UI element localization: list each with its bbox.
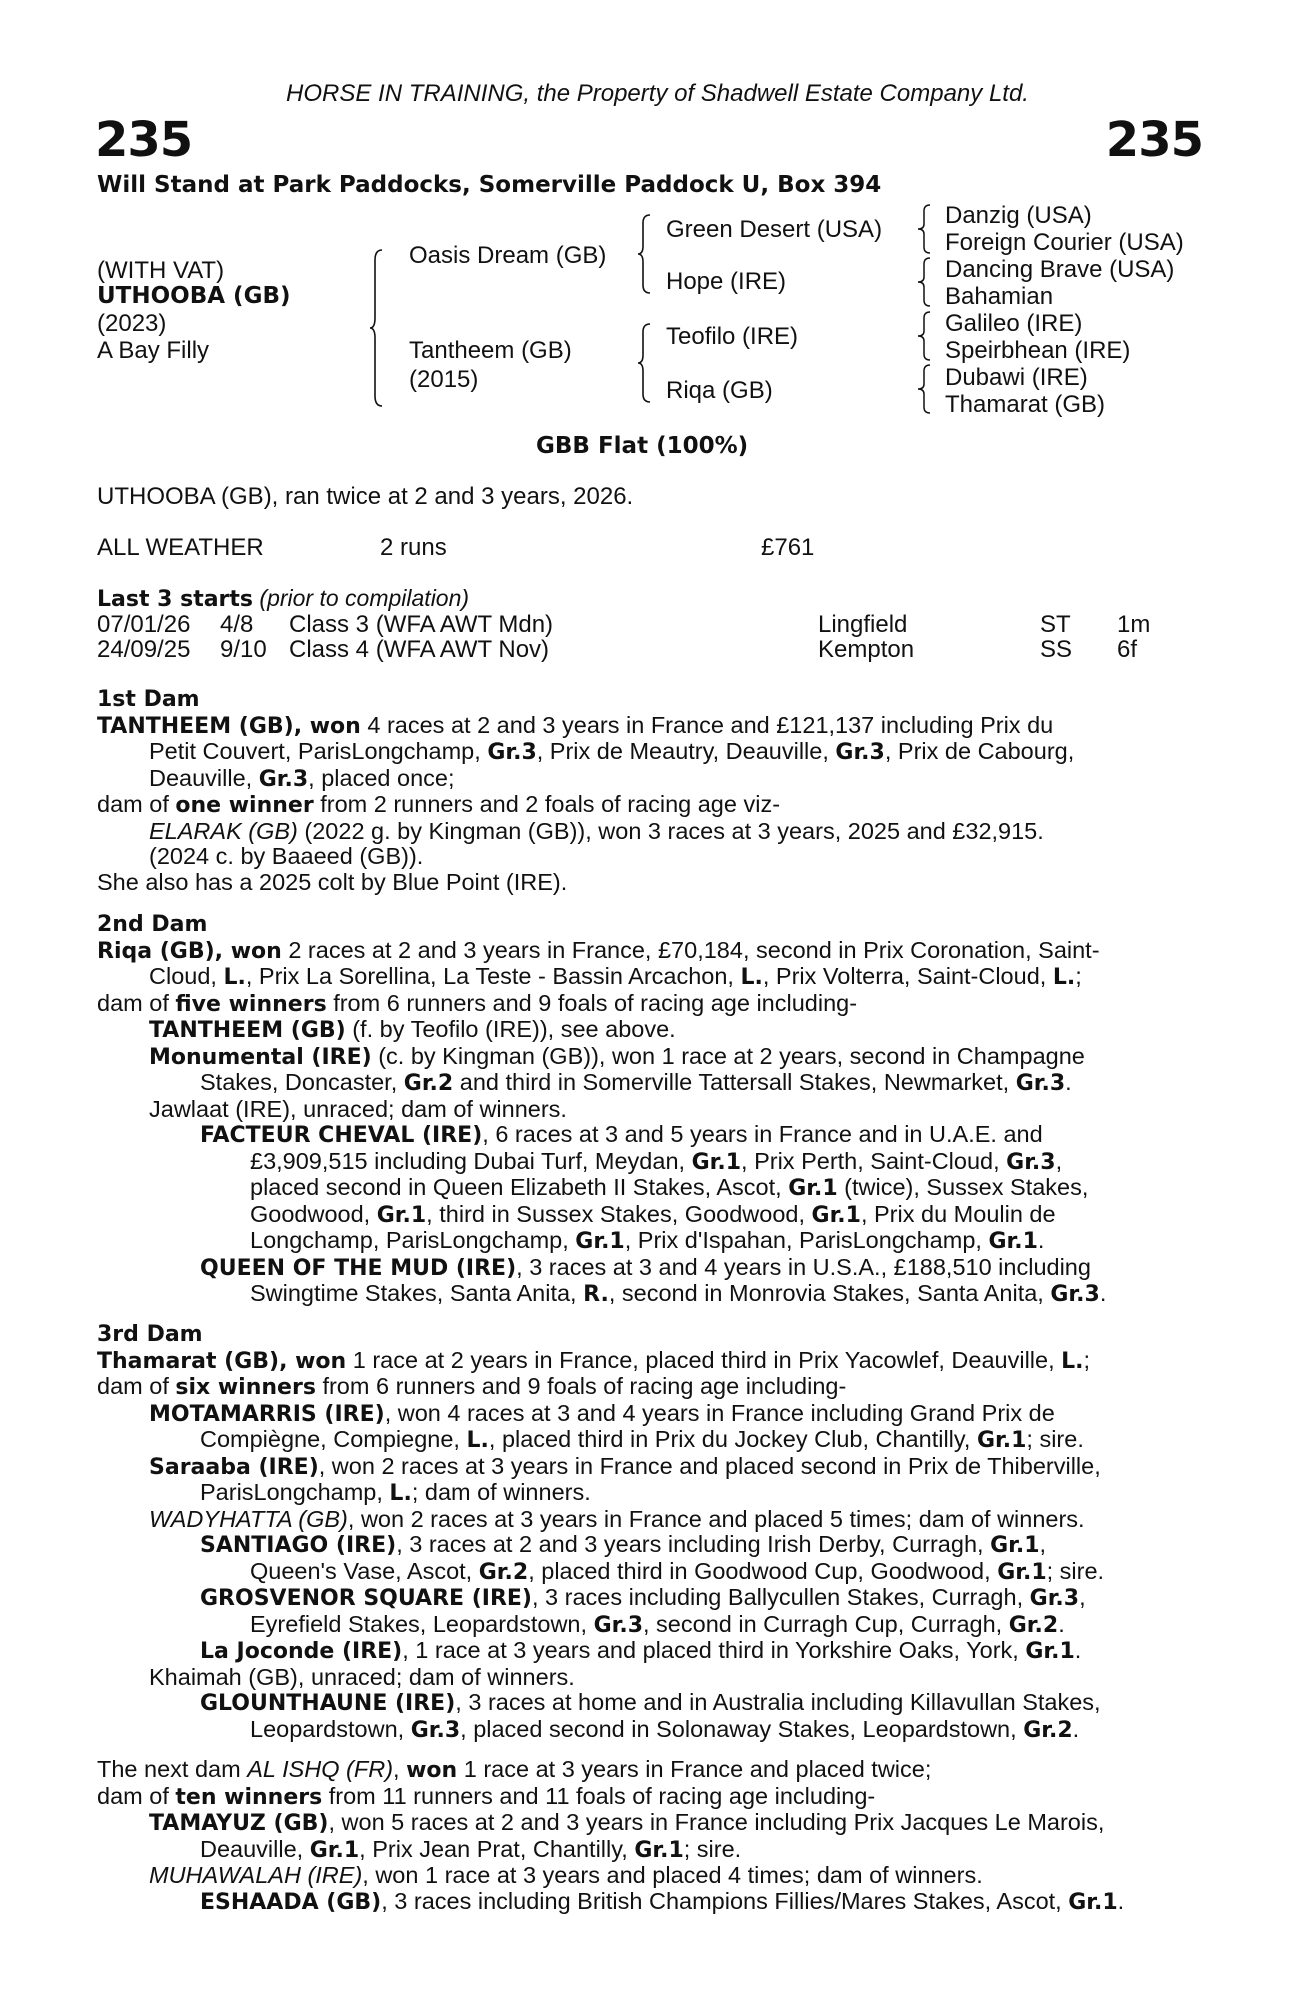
text: , 3 races including British Champions Fillies/Mares Stakes, Ascot, <box>381 1887 1069 1914</box>
text: , Prix de Cabourg, <box>884 738 1075 764</box>
sire-name: Oasis Dream (GB) <box>409 242 607 269</box>
dam-brace <box>638 322 652 404</box>
progeny-name: Saraaba (IRE) <box>149 1454 319 1480</box>
start-position: 9/10 <box>220 636 267 663</box>
start-distance: 6f <box>1117 636 1138 663</box>
dam-name: TANTHEEM (GB) <box>97 713 294 739</box>
gen3-sss: Danzig (USA) <box>945 202 1092 229</box>
text: , won 1 race at 3 years and placed 4 times; dam of winners. <box>362 1862 983 1888</box>
start-course: Kempton <box>818 636 915 663</box>
start-date: 24/09/25 <box>97 636 191 663</box>
grade: L. <box>1061 1348 1084 1374</box>
text: , won 2 races at 3 years in France and placed second in Prix de Thiberville, <box>318 1452 1101 1479</box>
grade: Gr.3 <box>1015 1071 1066 1096</box>
text: ; <box>1075 963 1082 989</box>
gen3-sdd: Bahamian <box>945 283 1054 310</box>
text: Petit Couvert, ParisLongchamp, <box>149 738 488 764</box>
grade: L. <box>466 1428 489 1453</box>
won-label: , won <box>279 1348 347 1374</box>
text: ; <box>1083 1346 1091 1373</box>
progeny-name: WADYHATTA (GB) <box>149 1505 348 1532</box>
text: 4 races at 2 and 3 years in France and £121,137 including Prix du <box>360 711 1054 738</box>
text: from 6 runners and 9 foals of racing age including- <box>326 989 858 1016</box>
dam-name: Thamarat (GB) <box>97 1348 280 1374</box>
text: . <box>1065 1069 1072 1095</box>
stabling-info: Will Stand at Park Paddocks, Somerville Paddock U, Box 394 <box>97 172 882 198</box>
gen3-ssd: Foreign Courier (USA) <box>945 229 1184 256</box>
text: Eyrefield Stakes, Leopardstown, <box>250 1610 594 1637</box>
grade: L. <box>740 965 763 990</box>
text: . <box>1074 1637 1082 1663</box>
won-label: won <box>406 1758 458 1783</box>
text: 2 races at 2 and 3 years in France, £70,184, second in Prix Coronation, Saint- <box>281 936 1100 963</box>
text: (c. by Kingman (GB)), won 1 race at 2 years, second in Champagne <box>371 1042 1085 1069</box>
text: , second in Curragh Cup, Curragh, <box>643 1610 1009 1637</box>
text: , second in Monrovia Stakes, Santa Anita, <box>608 1280 1051 1306</box>
text: dam of <box>97 1782 176 1809</box>
dam-name: Tantheem (GB) <box>409 337 572 364</box>
text: Longchamp, ParisLongchamp, <box>250 1227 576 1253</box>
text: , <box>1079 1584 1086 1610</box>
second-dam-section <box>97 912 1207 1308</box>
horse-description: A Bay Filly <box>97 337 210 364</box>
text: ; sire. <box>683 1835 742 1862</box>
grade: Gr.3 <box>487 740 537 765</box>
grade: Gr.1 <box>788 1176 838 1201</box>
text: , placed once; <box>308 764 455 791</box>
grade: Gr.1 <box>376 1202 427 1228</box>
grade: Gr.1 <box>988 1229 1038 1254</box>
text: , Prix d'Ispahan, ParisLongchamp, <box>624 1227 989 1253</box>
lot-number-right: 235 <box>1105 112 1203 168</box>
text: and third in Somerville Tattersall Stakes, Newmarket, <box>453 1069 1016 1095</box>
text: dam of <box>97 989 176 1016</box>
grade: Gr.1 <box>997 1559 1047 1585</box>
text: , <box>393 1756 407 1782</box>
text: Goodwood, <box>250 1200 377 1227</box>
last-starts-note: (prior to compilation) <box>259 585 470 611</box>
gen3-dds: Dubawi (IRE) <box>945 364 1088 391</box>
gen3-ddd: Thamarat (GB) <box>945 391 1106 418</box>
text: , Prix du Moulin de <box>860 1200 1056 1227</box>
grade: R. <box>583 1282 609 1307</box>
progeny-name: MOTAMARRIS (IRE) <box>149 1401 385 1427</box>
page-header: HORSE IN TRAINING, the Property of Shadwell Estate Company Ltd. <box>286 80 1029 107</box>
grade: Gr.3 <box>1029 1586 1080 1611</box>
text: Stakes, Doncaster, <box>200 1069 404 1095</box>
text: 1 race at 2 years in France, placed third in Prix Yacowlef, Deauville, <box>346 1346 1062 1373</box>
progeny-line: Jawlaat (IRE), unraced; dam of winners. <box>149 1095 567 1122</box>
dam-year: (2015) <box>409 366 479 393</box>
text: . <box>1037 1227 1045 1253</box>
sire-dam: Hope (IRE) <box>666 268 787 295</box>
horse-name: UTHOOBA (GB) <box>97 283 291 309</box>
text: Deauville, <box>149 764 259 791</box>
progeny-name: TANTHEEM (GB) <box>149 1018 346 1043</box>
last-starts-title: Last 3 starts <box>97 587 254 612</box>
text: (twice), Sussex Stakes, <box>837 1174 1089 1200</box>
text: Swingtime Stakes, Santa Anita, <box>250 1280 584 1306</box>
text: , Prix Perth, Saint-Cloud, <box>741 1147 1007 1174</box>
text: The next dam <box>97 1756 248 1782</box>
progeny-name: Monumental (IRE) <box>149 1044 372 1070</box>
record-earnings: £761 <box>761 534 815 561</box>
won-label: , won <box>214 938 282 964</box>
race-summary: UTHOOBA (GB), ran twice at 2 and 3 years, 2026. <box>97 483 634 510</box>
winner-count: one winner <box>175 793 314 818</box>
text: , Prix La Sorellina, La Teste - Bassin Arcachon, <box>245 963 741 989</box>
text: , won 2 races at 3 years in France and placed 5 times; dam of winners. <box>347 1505 1085 1532</box>
progeny-name: SANTIAGO (IRE) <box>200 1533 397 1558</box>
grade: Gr.2 <box>1023 1717 1073 1743</box>
start-race: Class 4 (WFA AWT Nov) <box>289 636 550 663</box>
text: dam of <box>97 1373 176 1399</box>
text: , 3 races at 3 and 4 years in U.S.A., £188,510 including <box>516 1253 1091 1280</box>
text: , Prix Volterra, Saint-Cloud, <box>762 963 1053 989</box>
grade: Gr.1 <box>976 1428 1027 1453</box>
progeny-name: MUHAWALAH (IRE) <box>149 1862 363 1888</box>
grade: Gr.3 <box>1006 1149 1056 1175</box>
grade: Gr.1 <box>691 1149 742 1175</box>
text: , third in Sussex Stakes, Goodwood, <box>426 1200 812 1227</box>
text: . <box>1117 1887 1125 1914</box>
text: , 6 races at 3 and 5 years in France and in U.A.E. and <box>482 1121 1043 1147</box>
text: , <box>1039 1531 1047 1557</box>
text: from 11 runners and 11 foals of racing age including- <box>322 1782 876 1809</box>
progeny-name: QUEEN OF THE MUD (IRE) <box>200 1255 517 1281</box>
grade: Gr.1 <box>811 1202 861 1228</box>
text: . <box>1099 1280 1107 1306</box>
progeny-name: FACTEUR CHEVAL (IRE) <box>200 1123 483 1148</box>
progeny-name: TAMAYUZ (GB) <box>149 1811 329 1836</box>
start-going: SS <box>1040 636 1073 663</box>
gen3-dsd: Speirbhean (IRE) <box>945 337 1131 364</box>
vat-note: (WITH VAT) <box>97 257 225 284</box>
text: Compiègne, Compiegne, <box>200 1426 467 1452</box>
text: , placed third in Prix du Jockey Club, Chantilly, <box>488 1426 977 1452</box>
grade: L. <box>389 1481 412 1506</box>
foaling-year: (2023) <box>97 310 167 337</box>
section-heading: 2nd Dam <box>97 912 208 937</box>
text: Deauville, <box>200 1835 310 1862</box>
grade: Gr.2 <box>403 1071 454 1096</box>
grade: L. <box>223 965 246 990</box>
pedigree-brace <box>370 248 384 408</box>
text: , <box>1055 1147 1063 1174</box>
start-date: 07/01/26 <box>97 611 191 638</box>
text: . <box>1072 1715 1080 1742</box>
start-race: Class 3 (WFA AWT Mdn) <box>289 611 554 638</box>
gen3-brace-3 <box>918 310 932 362</box>
text: (f. by Teofilo (IRE)), see above. <box>345 1016 676 1042</box>
text: , 3 races at 2 and 3 years including Irish Derby, Curragh, <box>396 1531 991 1557</box>
gen3-dss: Galileo (IRE) <box>945 310 1083 337</box>
record-runs: 2 runs <box>380 534 447 561</box>
start-course: Lingfield <box>818 611 908 638</box>
grade: Gr.3 <box>258 766 309 792</box>
dam-sire: Teofilo (IRE) <box>666 323 799 350</box>
grade: Gr.3 <box>1050 1282 1100 1307</box>
text: , 3 races including Ballycullen Stakes, Curragh, <box>531 1584 1030 1610</box>
text: , won 4 races at 3 and 4 years in France including Grand Prix de <box>384 1399 1055 1426</box>
text: ; sire. <box>1026 1426 1084 1452</box>
progeny-name: GLOUNTHAUNE (IRE) <box>200 1691 456 1716</box>
progeny-name: GROSVENOR SQUARE (IRE) <box>200 1586 532 1611</box>
sire-brace <box>638 213 652 295</box>
text: ParisLongchamp, <box>200 1479 390 1505</box>
text: , 1 race at 3 years and placed third in Yorkshire Oaks, York, <box>402 1637 1026 1663</box>
progeny-name: ESHAADA (GB) <box>200 1889 382 1915</box>
grade: Gr.3 <box>593 1612 643 1638</box>
grade: Gr.3 <box>410 1717 461 1743</box>
gen3-sds: Dancing Brave (USA) <box>945 256 1175 283</box>
progeny-line: Khaimah (GB), unraced; dam of winners. <box>149 1663 575 1690</box>
text: , placed third in Goodwood Cup, Goodwood, <box>528 1557 998 1584</box>
text: placed second in Queen Elizabeth II Stakes, Ascot, <box>250 1174 789 1200</box>
next-dam-section <box>97 1757 1207 1915</box>
winner-count: ten winners <box>175 1784 323 1810</box>
grade: Gr.1 <box>990 1533 1040 1558</box>
grade: Gr.1 <box>309 1837 360 1863</box>
grade: Gr.1 <box>1025 1639 1075 1664</box>
text: . <box>1058 1610 1065 1637</box>
text: , 3 races at home and in Australia including Killavullan Stakes, <box>455 1689 1101 1715</box>
text: dam of <box>97 791 176 817</box>
sire-sire: Green Desert (USA) <box>666 216 883 243</box>
text: 1 race at 3 years in France and placed twice; <box>457 1756 932 1782</box>
first-dam-section <box>97 687 1207 895</box>
rating-line: GBB Flat (100%) <box>536 433 749 459</box>
progeny-name: La Joconde (IRE) <box>200 1639 403 1664</box>
grade: Gr.2 <box>1008 1612 1059 1638</box>
gen3-brace-1 <box>918 203 932 255</box>
grade: Gr.2 <box>478 1559 529 1585</box>
text: , won 5 races at 2 and 3 years in France including Prix Jacques Le Marois, <box>328 1809 1105 1835</box>
lot-number-left: 235 <box>95 112 193 168</box>
grade: Gr.3 <box>835 740 885 765</box>
text: ; dam of winners. <box>411 1479 591 1505</box>
third-dam-section <box>97 1322 1207 1743</box>
start-distance: 1m <box>1117 611 1151 638</box>
text: Cloud, <box>149 963 224 989</box>
dam-name: Riqa (GB) <box>97 938 215 964</box>
dam-name: AL ISHQ (FR) <box>247 1756 394 1782</box>
record-surface: ALL WEATHER <box>97 534 264 561</box>
text: £3,909,515 including Dubai Turf, Meydan, <box>250 1147 692 1174</box>
text: from 2 runners and 2 foals of racing age viz- <box>313 791 781 817</box>
dam-dam: Riqa (GB) <box>666 377 773 404</box>
text: Queen's Vase, Ascot, <box>250 1557 479 1584</box>
start-position: 4/8 <box>220 611 254 638</box>
gen3-brace-4 <box>918 363 932 415</box>
section-heading: 3rd Dam <box>97 1322 203 1347</box>
winner-count: six winners <box>175 1375 316 1400</box>
section-heading: 1st Dam <box>97 687 200 712</box>
grade: Gr.1 <box>1068 1889 1118 1915</box>
text: (2022 g. by Kingman (GB)), won 3 races at 3 years, 2025 and £32,915. <box>297 817 1044 844</box>
text: She also has a 2025 colt by Blue Point (IRE). <box>97 868 568 895</box>
text: , Prix de Meautry, Deauville, <box>536 738 836 764</box>
progeny-name: ELARAK (GB) <box>149 817 298 844</box>
text: from 6 runners and 9 foals of racing age including- <box>315 1373 847 1399</box>
text: Leopardstown, <box>250 1715 411 1742</box>
gen3-brace-2 <box>918 256 932 308</box>
text: , placed second in Solonaway Stakes, Leopardstown, <box>460 1715 1024 1742</box>
start-going: ST <box>1040 611 1071 638</box>
text: ; sire. <box>1046 1557 1105 1584</box>
grade: L. <box>1052 965 1076 990</box>
text: , Prix Jean Prat, Chantilly, <box>359 1835 635 1862</box>
won-label: , won <box>293 713 361 739</box>
grade: Gr.1 <box>634 1837 684 1863</box>
progeny-line: (2024 c. by Baaeed (GB)). <box>149 843 424 869</box>
grade: Gr.1 <box>575 1229 625 1254</box>
winner-count: five winners <box>175 991 327 1017</box>
